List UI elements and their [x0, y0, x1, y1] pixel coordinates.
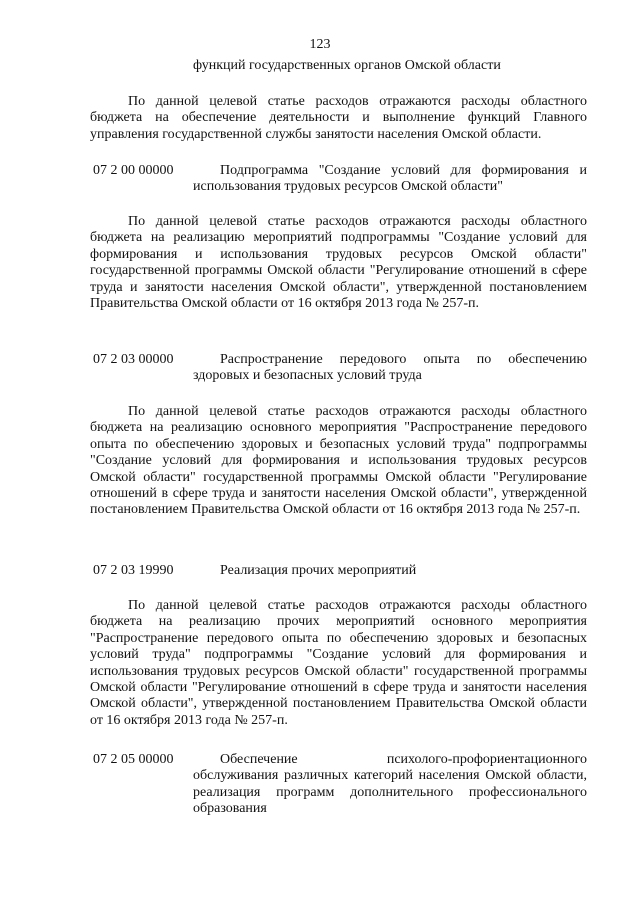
- page-number: 123: [309, 37, 331, 52]
- entry-title-4: Обеспечение психолого-профориентационного обслуживания различных категорий населения Омской области, реализация программ дополнительного профессионального образования: [193, 752, 587, 817]
- paragraph-4: По данной целевой статье расходов отражаются расходы областного бюджета на реализацию прочих мероприятий основного мероприятия "Распространение передового опыта по обеспечению здоровых и безопасных условий труда" подпрограммы "Создание условий для формирования и использования трудовых ресурсов Омской области" государственной программы Омской области "Регулирование отношений в сфере труда и занятости населения Омской области", утвержденной постановлением Правительства Омской области от 16 октября 2013 года № 257-п.: [90, 598, 587, 728]
- paragraph-2: По данной целевой статье расходов отражаются расходы областного бюджета на реализацию мероприятий подпрограммы "Создание условий для формирования и использования трудовых ресурсов Омской области" государственной программы Омской области "Регулирование отношений в сфере труда и занятости населения Омской области", утвержденной постановлением Правительства Омской области от 16 октября 2013 года № 257-п.: [90, 214, 587, 312]
- entry-title-1: Подпрограмма "Создание условий для формирования и использования трудовых ресурсов Омской области": [193, 163, 587, 195]
- entry-code-3: 07 2 03 19990: [93, 563, 174, 578]
- paragraph-3: По данной целевой статье расходов отражаются расходы областного бюджета на реализацию основного мероприятия "Распространение передового опыта по обеспечению здоровых и безопасных условий труда" подпрограммы "Создание условий для формирования и использования трудовых ресурсов Омской области" государственной программы Омской области "Регулирование отношений в сфере труда и занятости населения Омской области", утвержденной постановлением Правительства Омской области от 16 октября 2013 года № 257-п.: [90, 404, 587, 518]
- paragraph-1: По данной целевой статье расходов отражаются расходы областного бюджета на обеспечение деятельности и выполнение функций Главного управления государственной службы занятости населения Омской области.: [90, 94, 587, 142]
- entry-code-4: 07 2 05 00000: [93, 752, 174, 767]
- entry-title-2: Распространение передового опыта по обеспечению здоровых и безопасных условий труда: [193, 352, 587, 384]
- entry-title-3: Реализация прочих мероприятий: [220, 563, 417, 578]
- entry-code-1: 07 2 00 00000: [93, 163, 174, 178]
- entry-code-2: 07 2 03 00000: [93, 352, 174, 367]
- continued-section-title: функций государственных органов Омской области: [193, 58, 501, 73]
